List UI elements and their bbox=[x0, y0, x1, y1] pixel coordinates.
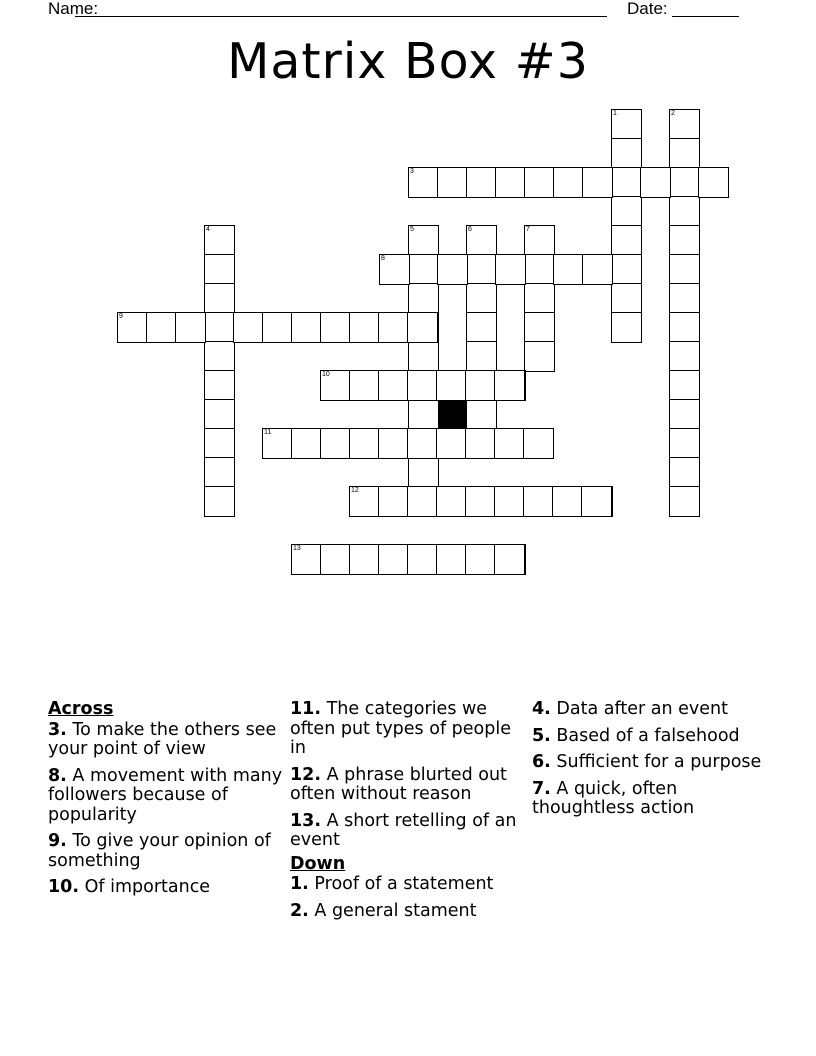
cell-number: 11 bbox=[264, 429, 272, 436]
cell-number: 3 bbox=[410, 168, 414, 175]
crossword-cell[interactable] bbox=[408, 167, 439, 198]
crossword-cell[interactable] bbox=[669, 283, 700, 314]
crossword-cell[interactable] bbox=[465, 428, 496, 459]
crossword-cell[interactable] bbox=[524, 283, 555, 314]
crossword-cell[interactable] bbox=[349, 312, 380, 343]
crossword-cell[interactable] bbox=[466, 341, 497, 372]
crossword-cell[interactable] bbox=[465, 370, 496, 401]
crossword-cell[interactable] bbox=[437, 254, 468, 285]
clue-across-8 bbox=[48, 767, 284, 826]
crossword-cell[interactable] bbox=[117, 312, 148, 343]
crossword-cell[interactable] bbox=[349, 428, 380, 459]
crossword-cell[interactable] bbox=[349, 544, 380, 575]
clues-column-1 bbox=[48, 700, 284, 905]
clue-down-1 bbox=[290, 875, 526, 895]
clue-number: 10. bbox=[48, 877, 80, 897]
crossword-cell[interactable] bbox=[436, 370, 467, 401]
crossword-cell[interactable] bbox=[524, 225, 555, 256]
clue-number: 8. bbox=[48, 765, 67, 786]
crossword-cell[interactable] bbox=[611, 254, 642, 285]
crossword-cell[interactable] bbox=[262, 312, 293, 343]
crossword-cell[interactable] bbox=[553, 167, 584, 198]
cell-number: 7 bbox=[526, 226, 530, 233]
crossword-cell[interactable] bbox=[146, 312, 177, 343]
crossword-cell[interactable] bbox=[204, 341, 235, 372]
crossword-cell[interactable] bbox=[669, 138, 700, 169]
crossword-cell[interactable] bbox=[378, 428, 409, 459]
crossword-cell[interactable] bbox=[291, 544, 322, 575]
crossword-cell[interactable] bbox=[669, 428, 700, 459]
clue-across-10 bbox=[48, 878, 284, 898]
crossword-cell[interactable] bbox=[669, 486, 700, 517]
crossword-cell[interactable] bbox=[669, 370, 700, 401]
crossword-cell[interactable] bbox=[408, 341, 439, 372]
down-heading: Down bbox=[290, 853, 346, 874]
date-label: Date: bbox=[627, 0, 668, 18]
clue-text: A short retelling of an event bbox=[290, 810, 517, 850]
clue-down-2 bbox=[290, 902, 526, 922]
cell-number: 13 bbox=[293, 545, 301, 552]
crossword-cell[interactable] bbox=[640, 167, 671, 198]
clue-across-9 bbox=[48, 832, 284, 871]
crossword-cell[interactable] bbox=[523, 428, 554, 459]
cell-number: 1 bbox=[613, 110, 617, 117]
crossword-cell[interactable] bbox=[437, 167, 468, 198]
crossword-cell[interactable] bbox=[494, 544, 525, 575]
crossword-cell[interactable] bbox=[582, 254, 613, 285]
crossword-cell[interactable] bbox=[378, 486, 409, 517]
clue-text: To make the others see your point of view bbox=[48, 719, 277, 759]
crossword-cell[interactable] bbox=[466, 225, 497, 256]
crossword-cell[interactable] bbox=[436, 486, 467, 517]
cell-number: 4 bbox=[206, 226, 210, 233]
crossword-cell[interactable] bbox=[524, 312, 555, 343]
clue-text: To give your opinion of something bbox=[48, 831, 271, 871]
crossword-cell[interactable] bbox=[378, 312, 409, 343]
crossword-cell[interactable] bbox=[320, 544, 351, 575]
clue-number: 3. bbox=[48, 719, 67, 740]
clue-across-3 bbox=[48, 721, 284, 760]
puzzle-title: Matrix Box #3 bbox=[227, 33, 589, 90]
crossword-cell[interactable] bbox=[466, 399, 497, 430]
crossword-cell[interactable] bbox=[466, 254, 497, 285]
crossword-cell[interactable] bbox=[494, 428, 525, 459]
clue-number: 13. bbox=[290, 810, 322, 831]
clues-column-3 bbox=[532, 700, 768, 826]
crossword-cell[interactable] bbox=[669, 457, 700, 488]
clue-text: A phrase blurted out often without reason bbox=[290, 764, 507, 804]
crossword-cell[interactable] bbox=[408, 225, 439, 256]
crossword-cell[interactable] bbox=[611, 283, 642, 314]
crossword-cell[interactable] bbox=[175, 312, 206, 343]
crossword-cell[interactable] bbox=[320, 312, 351, 343]
crossword-cell[interactable] bbox=[349, 370, 380, 401]
crossword-cell[interactable] bbox=[378, 544, 409, 575]
crossword-cell[interactable] bbox=[466, 167, 497, 198]
clues-section bbox=[0, 700, 816, 1000]
crossword-cell[interactable] bbox=[204, 283, 235, 314]
crossword-cell[interactable] bbox=[669, 312, 700, 343]
crossword-cell[interactable] bbox=[466, 283, 497, 314]
cell-number: 2 bbox=[671, 110, 675, 117]
crossword-cell[interactable] bbox=[408, 399, 439, 430]
clue-text: A general stament bbox=[314, 900, 477, 921]
clue-across-11 bbox=[290, 700, 526, 759]
crossword-cell[interactable] bbox=[291, 312, 322, 343]
clue-number: 11. bbox=[290, 699, 322, 719]
clue-down-7 bbox=[532, 780, 768, 819]
crossword-cell[interactable] bbox=[611, 109, 642, 140]
clue-text: A movement with many followers because of popularity bbox=[48, 765, 283, 825]
clue-down-6 bbox=[532, 753, 768, 773]
crossword-cell[interactable] bbox=[494, 370, 525, 401]
crossword-cell[interactable] bbox=[233, 312, 264, 343]
crossword-cell[interactable] bbox=[669, 196, 700, 227]
crossword-cell[interactable] bbox=[262, 428, 293, 459]
crossword-cell[interactable] bbox=[495, 254, 526, 285]
crossword-cell[interactable] bbox=[524, 341, 555, 372]
crossword-cell[interactable] bbox=[611, 138, 642, 169]
clue-number: 4. bbox=[532, 699, 551, 719]
across-heading: Across bbox=[48, 699, 114, 719]
crossword-cell[interactable] bbox=[611, 196, 642, 227]
crossword-cell[interactable] bbox=[436, 428, 467, 459]
crossword-cell[interactable] bbox=[552, 486, 583, 517]
crossword-cell[interactable] bbox=[379, 254, 410, 285]
crossword-cell[interactable] bbox=[204, 370, 235, 401]
crossword-cell[interactable] bbox=[407, 486, 438, 517]
crossword-cell[interactable] bbox=[611, 312, 642, 343]
crossword-cell[interactable] bbox=[466, 312, 497, 343]
clue-text: The categories we often put types of people in bbox=[290, 699, 511, 758]
clue-number: 1. bbox=[290, 874, 309, 894]
crossword-cell[interactable] bbox=[320, 428, 351, 459]
crossword-cell[interactable] bbox=[524, 254, 555, 285]
clue-down-4 bbox=[532, 700, 768, 720]
crossword-cell[interactable] bbox=[698, 167, 729, 198]
crossword-cell[interactable] bbox=[407, 428, 438, 459]
crossword-cell[interactable] bbox=[581, 486, 612, 517]
crossword-cell[interactable] bbox=[291, 428, 322, 459]
clue-number: 6. bbox=[532, 752, 551, 772]
crossword-cell[interactable] bbox=[495, 167, 526, 198]
clue-text: Sufficient for a purpose bbox=[556, 752, 762, 772]
clue-down-5 bbox=[532, 727, 768, 747]
cell-number: 12 bbox=[351, 487, 359, 494]
clues-column-2 bbox=[290, 700, 526, 928]
crossword-cell[interactable] bbox=[408, 283, 439, 314]
clue-across-13 bbox=[290, 812, 526, 851]
crossword-cell[interactable] bbox=[553, 254, 584, 285]
name-label: Name: bbox=[48, 0, 99, 18]
clue-number: 2. bbox=[290, 900, 309, 921]
crossword-cell[interactable] bbox=[320, 370, 351, 401]
cell-number: 6 bbox=[468, 226, 472, 233]
crossword-cell[interactable] bbox=[669, 225, 700, 256]
clue-number: 7. bbox=[532, 778, 551, 799]
clue-text: Proof of a statement bbox=[314, 874, 494, 894]
crossword-cell[interactable] bbox=[408, 254, 439, 285]
crossword-cell[interactable] bbox=[204, 254, 235, 285]
crossword-cell[interactable] bbox=[204, 399, 235, 430]
crossword-black-cell bbox=[437, 399, 468, 430]
crossword-cell[interactable] bbox=[407, 312, 438, 343]
cell-number: 9 bbox=[119, 313, 123, 320]
crossword-cell[interactable] bbox=[669, 341, 700, 372]
crossword-cell[interactable] bbox=[378, 370, 409, 401]
crossword-cell[interactable] bbox=[407, 370, 438, 401]
crossword-cell[interactable] bbox=[494, 486, 525, 517]
crossword-cell[interactable] bbox=[408, 457, 439, 488]
crossword-cell[interactable] bbox=[669, 167, 700, 198]
crossword-cell[interactable] bbox=[349, 486, 380, 517]
clue-number: 9. bbox=[48, 831, 67, 851]
clue-across-12 bbox=[290, 766, 526, 805]
clue-text: A quick, often thoughtless action bbox=[532, 778, 695, 818]
clue-number: 5. bbox=[532, 725, 551, 746]
cell-number: 5 bbox=[410, 226, 414, 233]
crossword-cell[interactable] bbox=[204, 457, 235, 488]
clue-number: 12. bbox=[290, 764, 322, 785]
cell-number: 10 bbox=[322, 371, 330, 378]
crossword-cell[interactable] bbox=[407, 544, 438, 575]
crossword-cell[interactable] bbox=[611, 167, 642, 198]
crossword-cell[interactable] bbox=[524, 167, 555, 198]
crossword-cell[interactable] bbox=[611, 225, 642, 256]
clue-text: Based of a falsehood bbox=[556, 725, 740, 746]
crossword-cell[interactable] bbox=[669, 254, 700, 285]
crossword-cell[interactable] bbox=[523, 486, 554, 517]
crossword-cell[interactable] bbox=[582, 167, 613, 198]
crossword-cell[interactable] bbox=[465, 486, 496, 517]
crossword-cell[interactable] bbox=[436, 544, 467, 575]
clue-text: Data after an event bbox=[556, 699, 728, 719]
crossword-cell[interactable] bbox=[204, 486, 235, 517]
crossword-cell[interactable] bbox=[204, 312, 235, 343]
crossword-cell[interactable] bbox=[669, 399, 700, 430]
clue-text: Of importance bbox=[84, 877, 211, 897]
cell-number: 8 bbox=[381, 255, 385, 262]
crossword-cell[interactable] bbox=[204, 428, 235, 459]
crossword-cell[interactable] bbox=[204, 225, 235, 256]
crossword-cell[interactable] bbox=[669, 109, 700, 140]
crossword-cell[interactable] bbox=[465, 544, 496, 575]
